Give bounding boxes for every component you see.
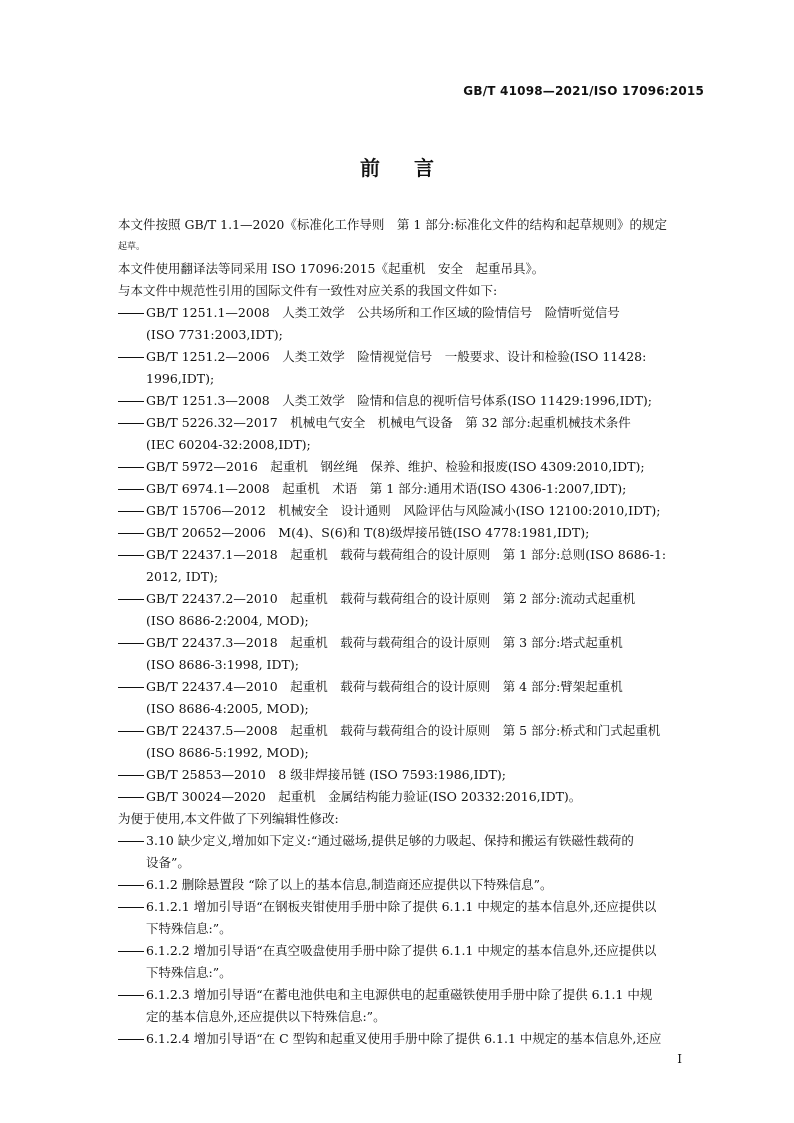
list-item: 6.1.2.4 增加引导语“在 C 型钩和起重叉使用手册中除了提供 6.1.1 中规定的基本信息外,还应 [146,1031,662,1046]
list-item: 3.10 缺少定义,增加如下定义:“通过磁场,提供足够的力吸起、保持和搬运有铁磁性载荷的 设备”。 [146,833,634,870]
list-item: 6.1.2.3 增加引导语“在蓄电池供电和主电源供电的起重磁铁使用手册中除了提供 6.1.1 中规 定的基本信息外,还应提供以下特殊信息:”。 [146,987,653,1024]
list-item: 6.1.2 删除悬置段 “除了以上的基本信息,制造商还应提供以下特殊信息”。 [146,877,553,892]
list-item: 6.1.2.2 增加引导语“在真空吸盘使用手册中除了提供 6.1.1 中规定的基本信息外,还应提供以 下特殊信息:”。 [146,943,657,980]
list-item: 6.1.2.1 增加引导语“在钢板夹钳使用手册中除了提供 6.1.1 中规定的基本信息外,还应提供以 下特殊信息:”。 [146,899,657,936]
page-title: 前言 [360,156,468,180]
list-item: GB/T 22437.4—2010 起重机 载荷与载荷组合的设计原则 第 4 部分:臂架起重机 (ISO 8686-4:2005, MOD); [146,679,623,716]
list-item: GB/T 1251.3—2008 人类工效学 险情和信息的视听信号体系(ISO 11429:1996,IDT); [146,393,652,408]
list-item: GB/T 22437.1—2018 起重机 载荷与载荷组合的设计原则 第 1 部分:总则(ISO 8686-1: 2012, IDT); [146,547,667,584]
list-item: GB/T 30024—2020 起重机 金属结构能力验证(ISO 20332:2016,IDT)。 [146,789,582,804]
paragraph-4: 为便于使用,本文件做了下列编辑性修改: [118,811,339,826]
paragraph-2: 本文件使用翻译法等同采用 ISO 17096:2015《起重机 安全 起重吊具》。 [118,261,545,276]
edit-list [118,830,706,1050]
list-item: GB/T 20652—2006 M(4)、S(6)和 T(8)级焊接吊链(ISO 4778:1981,IDT); [146,525,590,540]
standard-number: GB/T 41098—2021/ISO 17096:2015 [463,84,704,98]
list-item: GB/T 6974.1—2008 起重机 术语 第 1 部分:通用术语(ISO 4306-1:2007,IDT); [146,481,627,496]
reference-list [118,302,706,808]
foreword-body [118,214,706,1050]
paragraph-1-line-2: 起草。 [118,242,146,252]
list-item: GB/T 5972—2016 起重机 钢丝绳 保养、维护、检验和报废(ISO 4309:2010,IDT); [146,459,645,474]
list-item: GB/T 5226.32—2017 机械电气安全 机械电气设备 第 32 部分:起重机械技术条件 (IEC 60204-32:2008,IDT); [146,415,631,452]
list-item: GB/T 22437.2—2010 起重机 载荷与载荷组合的设计原则 第 2 部分:流动式起重机 (ISO 8686-2:2004, MOD); [146,591,636,628]
list-item: GB/T 15706—2012 机械安全 设计通则 风险评估与风险减小(ISO 12100:2010,IDT); [146,503,661,518]
list-item: GB/T 22437.5—2008 起重机 载荷与载荷组合的设计原则 第 5 部分:桥式和门式起重机 (ISO 8686-5:1992, MOD); [146,723,661,760]
list-item: GB/T 1251.2—2006 人类工效学 险情视觉信号 一般要求、设计和检验(ISO 11428: 1996,IDT); [146,349,647,386]
paragraph-1-line-1: 本文件按照 GB/T 1.1—2020《标准化工作导则 第 1 部分:标准化文件的结构和起草规则》的规定 [118,217,667,232]
list-item: GB/T 25853—2010 8 级非焊接吊链 (ISO 7593:1986,IDT); [146,767,506,782]
paragraph-3: 与本文件中规范性引用的国际文件有一致性对应关系的我国文件如下: [118,283,498,298]
page-number: I [677,1052,682,1066]
list-item: GB/T 22437.3—2018 起重机 载荷与载荷组合的设计原则 第 3 部分:塔式起重机 (ISO 8686-3:1998, IDT); [146,635,623,672]
list-item: GB/T 1251.1—2008 人类工效学 公共场所和工作区域的险情信号 险情听觉信号 (ISO 7731:2003,IDT); [146,305,620,342]
